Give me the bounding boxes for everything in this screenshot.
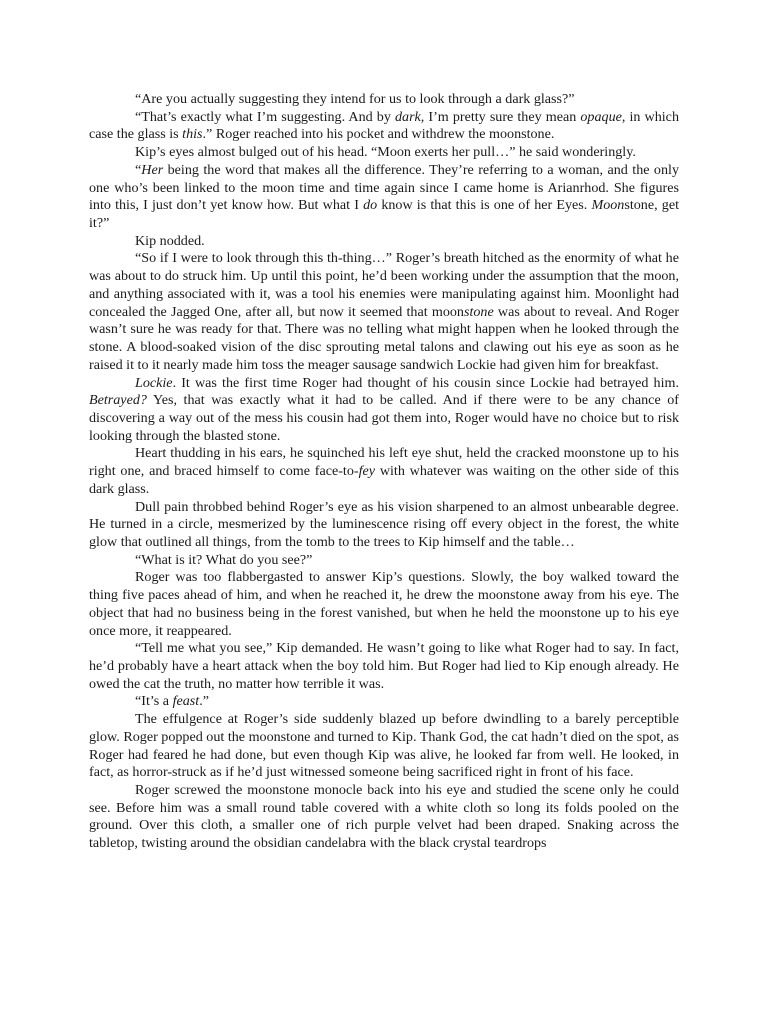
text-run: “So if I were to look through this th-thing…” Roger’s breath hitched as the enormity of what he was about to do struck him. Up until this point, he’d been working under the assumption that the moon, and anything associated with it, was a tool his enemies were manipulating against him. Moonlight had concealed the Jagged One, after all, but now it seemed that moon [89,250,679,320]
italic-text: fey [358,463,376,480]
paragraph [89,162,679,233]
paragraph [89,782,679,853]
text-run: The effulgence at Roger’s side suddenly blazed up before dwindling to a barely perceptible glow. Roger popped out the moonstone and turned to Kip. Thank God, the cat hadn’t died on the spot, as Roger had feared he had done, but even though Kip was alive, he looked far from well. He looked, in fact, as horror-struck as if he’d just witnessed someone being sacrificed right in front of his face. [89,711,680,781]
italic-text: Moon [591,197,625,214]
text-run: “Are you actually suggesting they intend for us to look through a dark glass?” [135,91,575,107]
book-page [89,91,679,853]
text-run: “Tell me what you see,” Kip demanded. He wasn’t going to like what Roger had to say. In fact, he’d probably have a heart attack when the boy told him. But Roger had lied to Kip enough already. He owed the cat the truth, no matter how terrible it was. [89,640,679,692]
text-run: with whatever was waiting on the other side of this dark glass. [89,463,679,497]
paragraph [89,445,679,498]
text-run: Kip nodded. [135,232,205,249]
text-run: Roger was too flabbergasted to answer Kip’s questions. Slowly, the boy walked toward the thing five paces ahead of him, and when he reached it, he drew the moonstone away from his eye. The object that had no business being in the forest vanished, but when he held the moonstone up to his eye once more, it reappeared. [89,569,679,639]
text-run: being the word that makes all the difference. They’re referring to a woman, and the only one who’s been linked to the moon time and time again since I came home is Arianrhod. She figures into this, I just don’t yet know how. But what I [89,161,679,214]
text-run: I’m pretty sure they mean [424,108,581,125]
paragraph [89,569,679,640]
text-run: Dull pain throbbed behind Roger’s eye as his vision sharpened to an almost unbearable degree. He turned in a circle, mesmerized by the luminescence rising off every object in the forest, the white glow that outlined all things, from the tomb to the trees to Kip himself and the table… [89,498,679,550]
italic-text: feast [172,693,200,710]
text-run: stone, get it?” [89,197,680,232]
paragraph [89,711,679,782]
text-run: , in which case the glass is [89,108,679,143]
italic-text: this [182,126,203,143]
italic-text: Lockie [135,374,173,391]
italic-text: Betrayed? [89,392,147,409]
text-run: was about to reveal. And Roger wasn’t sure he was ready for that. There was no telling what might happen when he looked through the stone. A blood-soaked vision of the disc sprouting metal talons and clawing out his eye as soon as he raised it to it nearly made him toss the meager sausage sandwich Lockie had given him for breakfast. [89,303,680,373]
paragraph [89,640,679,693]
paragraph [89,552,679,570]
paragraph [89,250,679,374]
text-run: .” [199,693,209,710]
text-run: “ [135,161,142,178]
italic-text: stone [463,303,494,320]
text-run: “What is it? What do you see?” [135,551,313,568]
italic-text: do [363,197,378,214]
paragraph [89,144,679,162]
text-run: Yes, that was exactly what it had to be called. And if there were to be any chance of discovering a way out of the mess his cousin had got them into, Roger would have no choice but to risk looking through the blasted stone. [89,392,679,444]
text-run: “It’s a [135,693,173,710]
italic-text: opaque [580,108,622,125]
text-run: . It was the first time Roger had thought of his cousin since Lockie had betrayed him. [172,374,679,391]
text-run: .” Roger reached into his pocket and withdrew the moonstone. [202,126,555,143]
italic-text: dark, [394,108,425,125]
paragraph [89,109,679,144]
text-run: know is that this is one of her Eyes. [377,197,592,214]
italic-text: Her [141,161,164,178]
paragraph [89,375,679,446]
paragraph [89,499,679,552]
text-run: Kip’s eyes almost bulged out of his head. “Moon exerts her pull…” he said wonderingly. [135,144,636,161]
paragraph [89,91,679,109]
paragraph [89,233,679,251]
text-run: Heart thudding in his ears, he squinched his left eye shut, held the cracked moonstone up to his right one, and braced himself to come face-to- [89,445,679,480]
paragraph [89,693,679,711]
text-run: Roger screwed the moonstone monocle back into his eye and studied the scene only he could see. Before him was a small round table covered with a white cloth so long its folds pooled on the ground. Over this cloth, a smaller one of rich purple velvet had been draped. Snaking across the tabletop, twisting around the obsidian candelabra with the black crystal teardrops [89,782,679,852]
text-run: “That’s exactly what I’m suggesting. And by [135,108,395,125]
